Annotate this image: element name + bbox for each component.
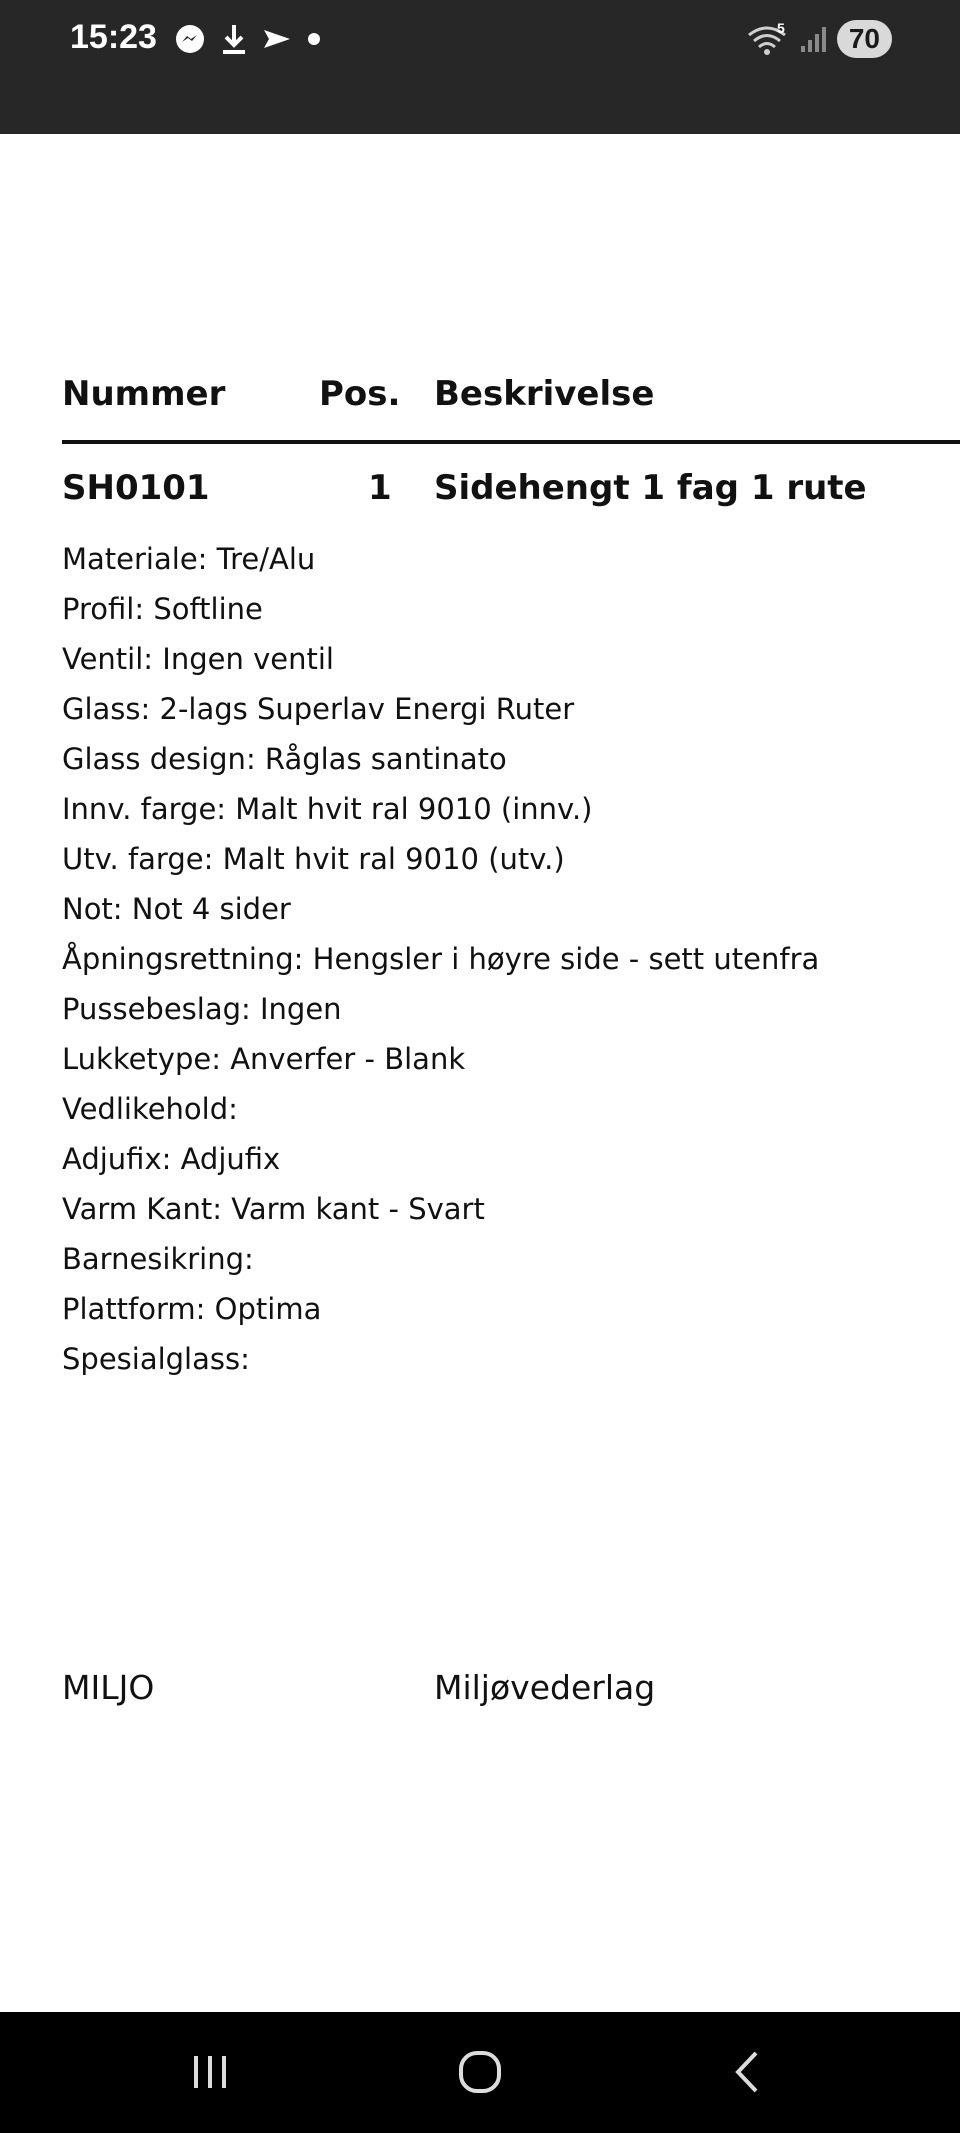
download-icon <box>220 22 248 56</box>
recent-apps-button[interactable] <box>170 2042 250 2102</box>
item-number: SH0101 <box>62 468 210 508</box>
back-icon <box>728 2049 768 2095</box>
navigation-bar <box>0 2012 960 2133</box>
recent-apps-icon <box>188 2052 232 2092</box>
document-view[interactable] <box>0 134 960 2012</box>
spec-list <box>62 534 819 1384</box>
wifi-badge: 5 <box>776 21 785 36</box>
spec-line: Glass: 2-lags Superlav Energi Ruter <box>62 692 575 726</box>
status-time: 15:23 <box>70 18 157 56</box>
spec-line: Profil: Softline <box>62 592 263 626</box>
back-button[interactable] <box>708 2042 788 2102</box>
spec-line: Pussebeslag: Ingen <box>62 992 342 1026</box>
messenger-icon <box>174 23 206 55</box>
spec-line: Adjufix: Adjufix <box>62 1142 281 1176</box>
send-icon <box>262 26 292 52</box>
spec-line: Barnesikring: <box>62 1242 254 1276</box>
spec-line: Materiale: Tre/Alu <box>62 542 316 576</box>
notification-icons <box>174 22 322 56</box>
wifi-icon <box>745 21 789 57</box>
spec-line: Innv. farge: Malt hvit ral 9010 (innv.) <box>62 792 593 826</box>
header-pos: Pos. <box>319 374 401 414</box>
dot-icon <box>306 31 322 47</box>
header-rule <box>62 440 960 444</box>
spec-line: Ventil: Ingen ventil <box>62 642 334 676</box>
spec-line: Varm Kant: Varm kant - Svart <box>62 1192 485 1226</box>
spec-line: Spesialglass: <box>62 1342 250 1376</box>
home-icon <box>457 2049 503 2095</box>
spec-line: Lukketype: Anverfer - Blank <box>62 1042 466 1076</box>
spec-line: Åpningsrettning: Hengsler i høyre side - sett utenfra <box>62 942 820 976</box>
signal-icon <box>799 24 827 54</box>
spec-line: Glass design: Råglas santinato <box>62 742 507 776</box>
system-icons <box>745 20 892 58</box>
spec-line: Plattform: Optima <box>62 1292 322 1326</box>
header-description: Beskrivelse <box>434 374 655 414</box>
spec-line: Not: Not 4 sider <box>62 892 291 926</box>
home-button[interactable] <box>440 2042 520 2102</box>
item-description: Sidehengt 1 fag 1 rute <box>434 468 867 508</box>
footer-item-number: MILJO <box>62 1668 155 1707</box>
battery-indicator: 70 <box>837 20 892 58</box>
spec-line: Vedlikehold: <box>62 1092 238 1126</box>
header-number: Nummer <box>62 374 226 414</box>
spec-line: Utv. farge: Malt hvit ral 9010 (utv.) <box>62 842 565 876</box>
status-bar <box>0 0 960 134</box>
item-pos: 1 <box>368 468 392 508</box>
footer-item-description: Miljøvederlag <box>434 1668 656 1707</box>
